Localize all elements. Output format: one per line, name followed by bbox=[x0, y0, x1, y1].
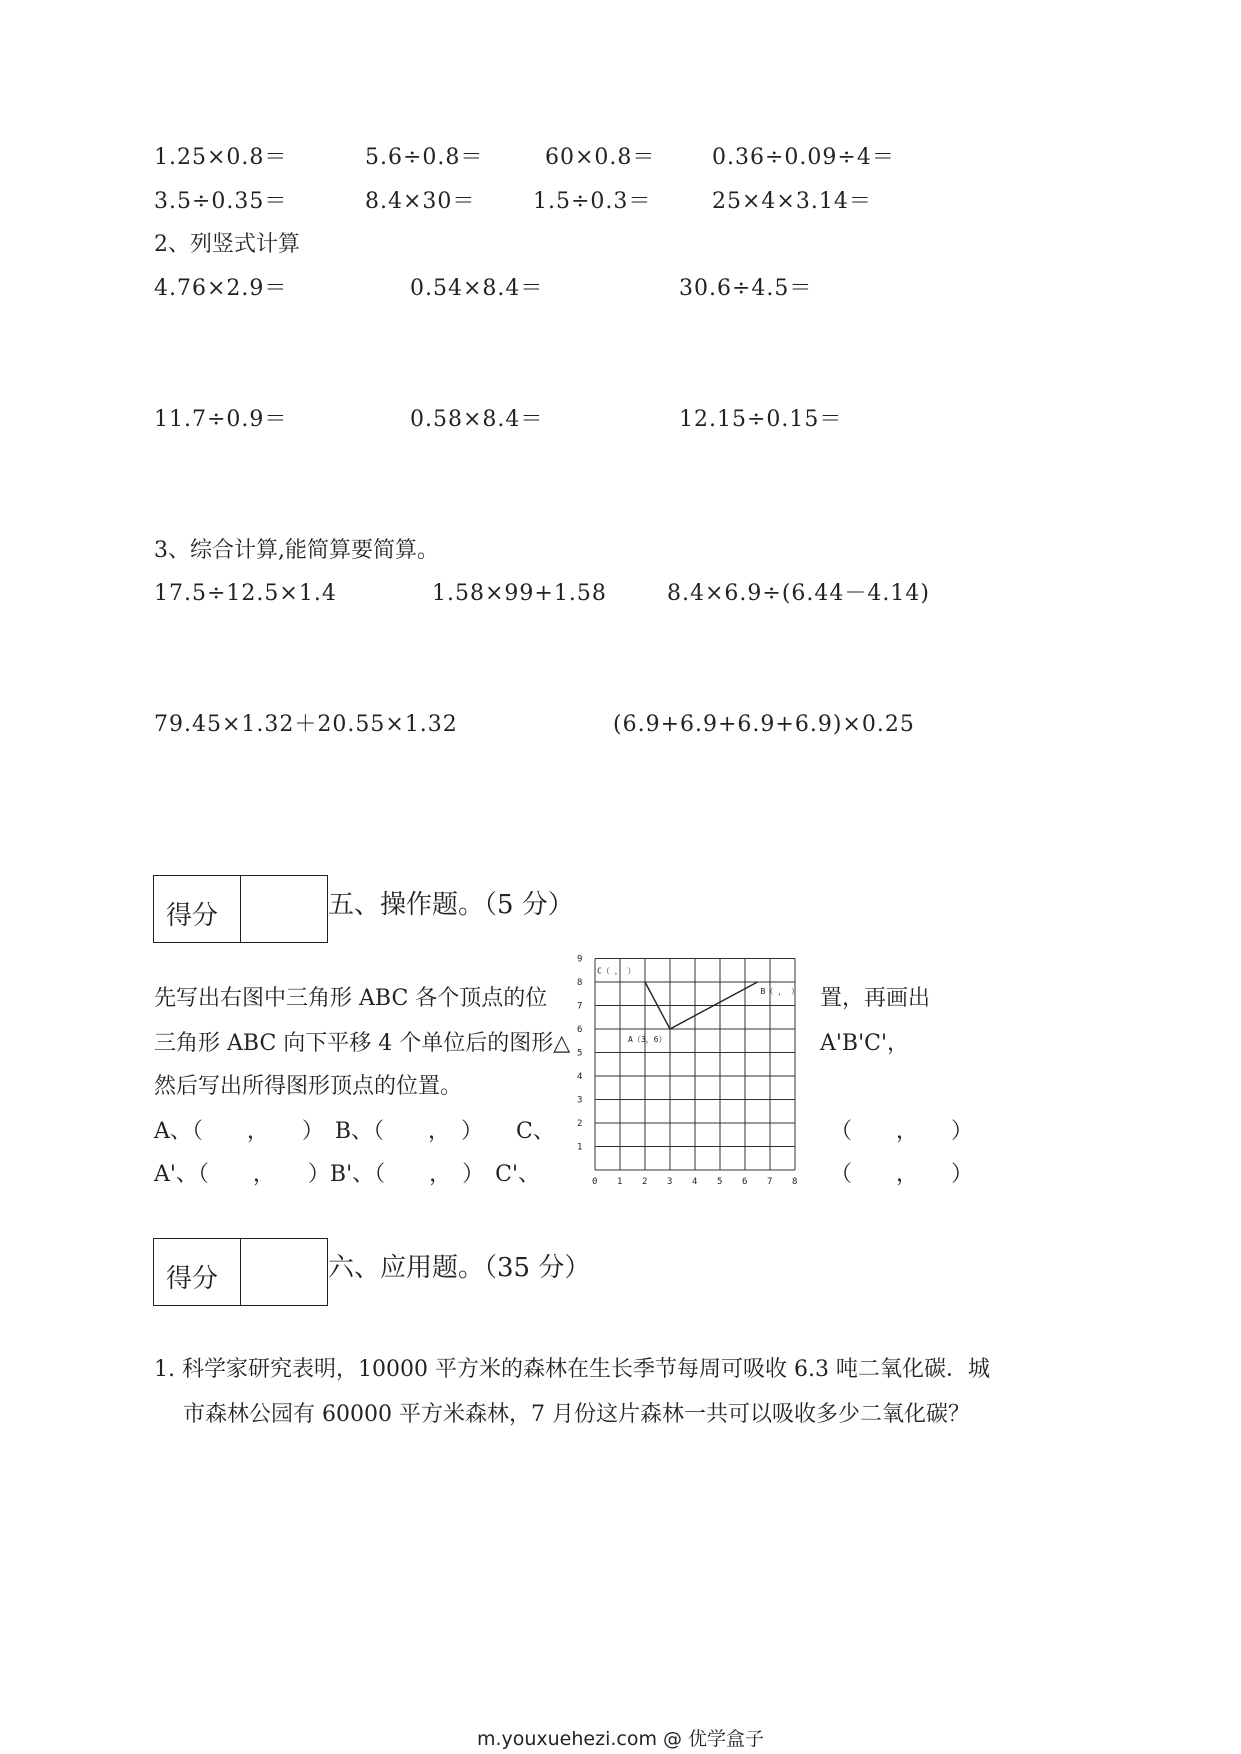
vertical-1-1: 4.76×2.9＝ bbox=[154, 276, 288, 301]
vertical-1-3: 30.6÷4.5＝ bbox=[679, 276, 813, 301]
y-tick-label: 5 bbox=[577, 1048, 583, 1059]
vertex-row-original-end: （ ， ） bbox=[830, 1119, 974, 1144]
x-tick-label: 5 bbox=[717, 1177, 723, 1187]
score-label: 得分 bbox=[166, 1264, 219, 1294]
y-tick-label: 8 bbox=[577, 978, 583, 988]
x-tick-label: 0 bbox=[592, 1177, 598, 1187]
x-tick-label: 3 bbox=[667, 1177, 673, 1187]
q1-line1: 1. 科学家研究表明，10000 平方米的森林在生长季节每周可吸收 6.3 吨二氧化碳．城 bbox=[154, 1357, 990, 1382]
oral-2-1: 3.5÷0.35＝ bbox=[154, 189, 288, 214]
oral-1-1: 1.25×0.8＝ bbox=[154, 145, 288, 170]
y-tick-label: 2 bbox=[577, 1119, 583, 1129]
score-label-cell bbox=[154, 1239, 241, 1305]
x-tick-label: 4 bbox=[692, 1177, 698, 1187]
combined-heading: 3、综合计算,能简算要简算。 bbox=[154, 538, 439, 563]
oral-2-4: 25×4×3.14＝ bbox=[712, 189, 872, 214]
section5-text-line1: 先写出右图中三角形 ABC 各个顶点的位 bbox=[154, 986, 548, 1011]
oral-1-2: 5.6÷0.8＝ bbox=[365, 145, 484, 170]
point-a-label: A（3，6） bbox=[628, 1035, 667, 1044]
score-label-cell bbox=[154, 876, 241, 942]
combined-2-1: 79.45×1.32＋20.55×1.32 bbox=[154, 712, 458, 737]
combined-1-1: 17.5÷12.5×1.4 bbox=[154, 581, 337, 606]
x-tick-label: 7 bbox=[767, 1177, 773, 1187]
point-c-label: C（ ， ） bbox=[597, 966, 636, 976]
x-tick-label: 1 bbox=[617, 1177, 623, 1187]
vertical-1-2: 0.54×8.4＝ bbox=[410, 276, 544, 301]
y-tick-label: 1 bbox=[577, 1142, 583, 1153]
coordinate-grid bbox=[570, 948, 810, 1188]
section5-text-line2: 三角形 ABC 向下平移 4 个单位后的图形△ bbox=[154, 1031, 571, 1056]
oral-1-4: 0.36÷0.09÷4＝ bbox=[712, 145, 895, 170]
y-tick-label: 6 bbox=[577, 1025, 583, 1035]
section6-title: 六、应用题。（35 分） bbox=[328, 1253, 591, 1283]
y-tick-label: 4 bbox=[577, 1072, 583, 1082]
oral-2-2: 8.4×30＝ bbox=[365, 189, 476, 214]
vertical-heading: 2、列竖式计算 bbox=[154, 232, 300, 257]
vertical-2-3: 12.15÷0.15＝ bbox=[679, 407, 843, 432]
q1-line2: 市森林公园有 60000 平方米森林，7 月份这片森林一共可以吸收多少二氧化碳？ bbox=[183, 1402, 970, 1427]
section5-title: 五、操作题。（5 分） bbox=[328, 890, 574, 920]
vertex-row-original: A、（ ， ） B、（ ， ） C、 bbox=[154, 1119, 555, 1144]
footer-watermark: m.youxuehezi.com @ 优学盒子 bbox=[476, 1728, 765, 1750]
y-tick-label: 9 bbox=[577, 954, 583, 965]
section5-text-line3: 然后写出所得图形顶点的位置。 bbox=[154, 1074, 463, 1099]
x-tick-label: 8 bbox=[792, 1177, 798, 1187]
oral-1-3: 60×0.8＝ bbox=[545, 145, 656, 170]
point-b-label: B（ ， ） bbox=[760, 987, 799, 996]
y-tick-label: 7 bbox=[577, 1001, 583, 1012]
combined-1-3: 8.4×6.9÷(6.44－4.14) bbox=[667, 581, 930, 606]
y-tick-label: 3 bbox=[577, 1095, 583, 1106]
x-tick-label: 6 bbox=[742, 1177, 748, 1187]
vertical-2-2: 0.58×8.4＝ bbox=[410, 407, 544, 432]
vertex-row-translated: A'、（ ， ）B'、（ ， ） C'、 bbox=[154, 1162, 541, 1187]
vertex-row-translated-end: （ ， ） bbox=[830, 1162, 974, 1187]
section5-text-line2-end: A'B'C'， bbox=[820, 1031, 910, 1056]
section5-text-line1-end: 置，再画出 bbox=[820, 986, 931, 1011]
oral-2-3: 1.5÷0.3＝ bbox=[533, 189, 652, 214]
score-box-section6 bbox=[153, 1238, 328, 1306]
score-label: 得分 bbox=[166, 901, 219, 931]
combined-1-2: 1.58×99+1.58 bbox=[432, 581, 607, 606]
vertical-2-1: 11.7÷0.9＝ bbox=[154, 407, 288, 432]
score-box-section5 bbox=[153, 875, 328, 943]
x-tick-label: 2 bbox=[642, 1177, 648, 1187]
combined-2-2: (6.9+6.9+6.9+6.9)×0.25 bbox=[613, 712, 915, 737]
